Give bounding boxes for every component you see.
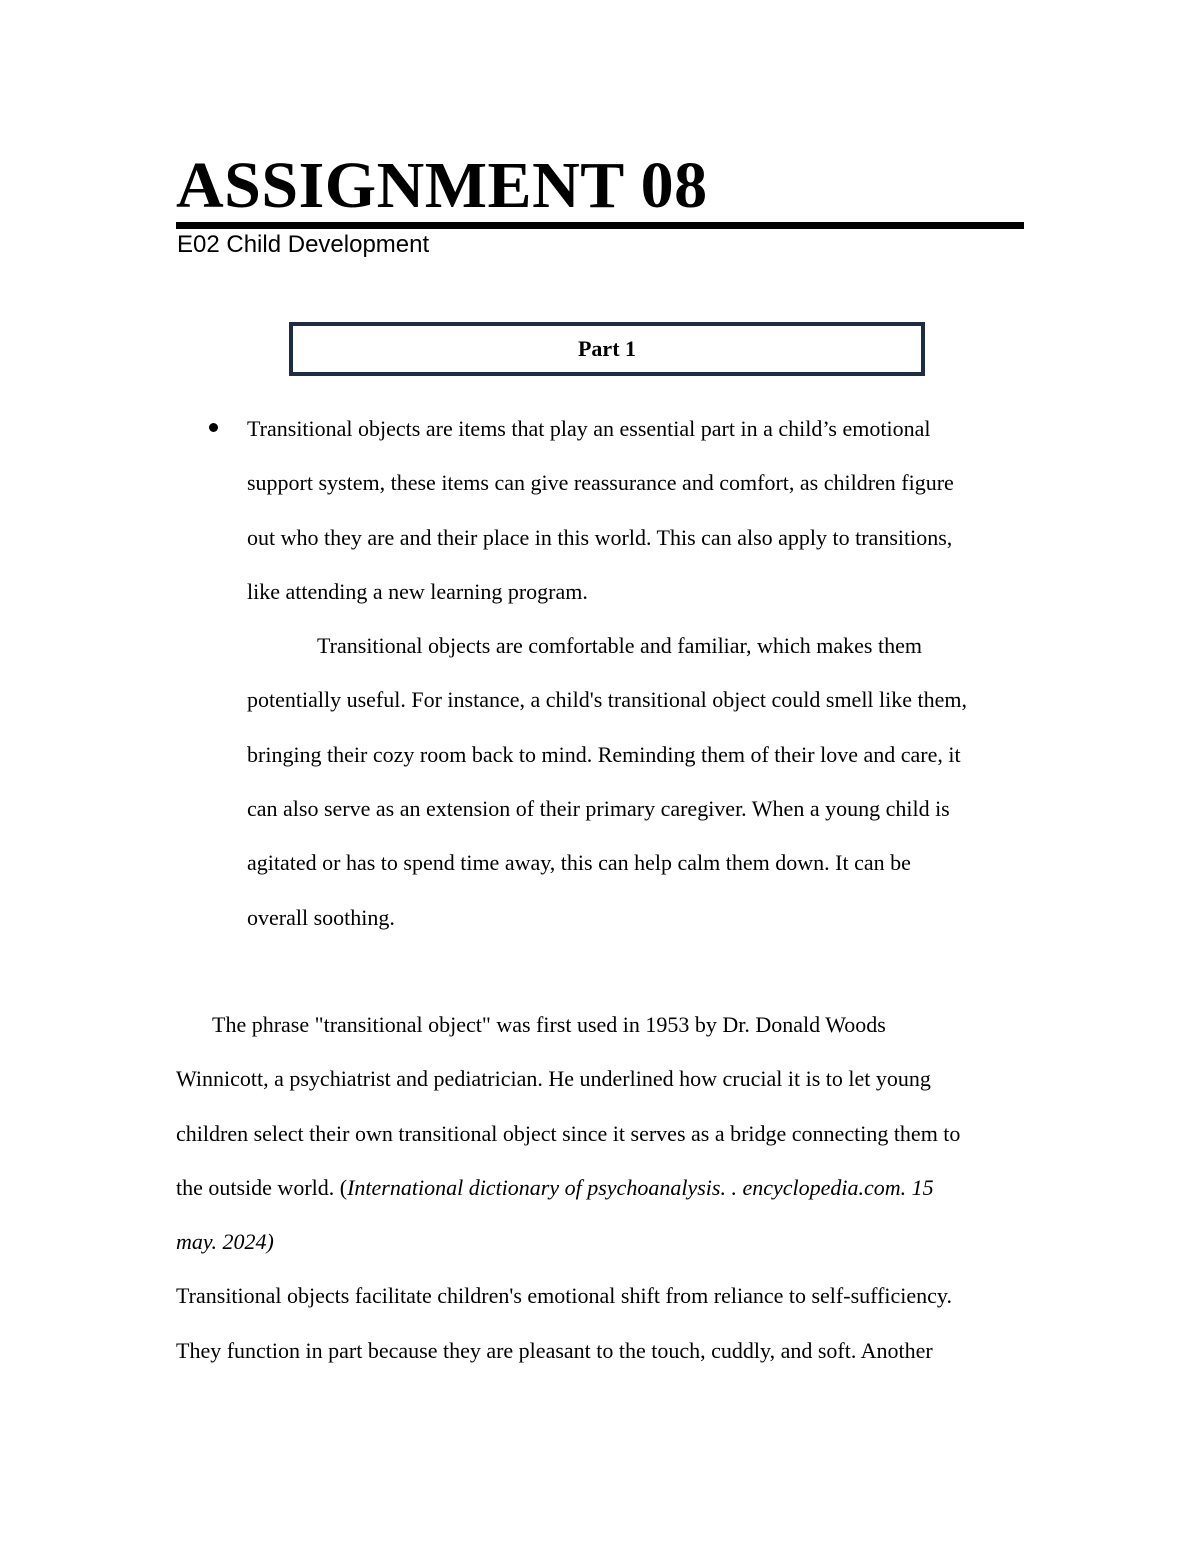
page-subtitle: E02 Child Development: [177, 231, 430, 258]
paragraph-line: support system, these items can give reassurance and comfort, as children figure: [247, 470, 954, 496]
bullet-paragraphs: [247, 402, 1037, 945]
title-underline-rule: [176, 222, 1024, 229]
paragraph-line: children select their own transitional object since it serves as a bridge connecting them to: [176, 1120, 961, 1146]
paragraph-line: Winnicott, a psychiatrist and pediatrician. He underlined how crucial it is to let young: [176, 1066, 931, 1092]
paragraph-line: like attending a new learning program.: [247, 578, 588, 604]
paragraph-line: Transitional objects are comfortable and familiar, which makes them: [317, 633, 922, 659]
bullet-dot-icon: [209, 423, 218, 432]
citation-prefix: the outside world. (: [176, 1174, 348, 1200]
paragraph-line: Transitional objects facilitate children's emotional shift from reliance to self-sufficiency.: [176, 1283, 952, 1309]
paragraph-line-citation: [176, 1161, 1046, 1215]
paragraph-line: bringing their cozy room back to mind. Reminding them of their love and care, it: [247, 741, 961, 767]
paragraph-line: overall soothing.: [247, 904, 395, 930]
paragraph-line: out who they are and their place in this world. This can also apply to transitions,: [247, 524, 953, 550]
paragraph-line: Transitional objects are items that play an essential part in a child’s emotional: [247, 416, 931, 441]
paragraph-line: The phrase "transitional object" was first used in 1953 by Dr. Donald Woods: [212, 1012, 886, 1037]
part-heading-label: Part 1: [577, 336, 637, 361]
part-heading-box: [289, 322, 925, 376]
page-title: ASSIGNMENT 08: [176, 149, 708, 222]
citation-source: International dictionary of psychoanalysis. . encyclopedia.com. 15: [347, 1174, 934, 1200]
paragraph-line: can also serve as an extension of their primary caregiver. When a young child is: [247, 796, 950, 822]
citation-date: may. 2024): [176, 1229, 274, 1255]
paragraph-line: potentially useful. For instance, a child's transitional object could smell like them,: [247, 687, 968, 713]
paragraph-line: agitated or has to spend time away, this can help calm them down. It can be: [247, 850, 911, 876]
body-paragraphs: [176, 998, 1046, 1378]
paragraph-line: They function in part because they are pleasant to the touch, cuddly, and soft. Another: [176, 1337, 933, 1363]
